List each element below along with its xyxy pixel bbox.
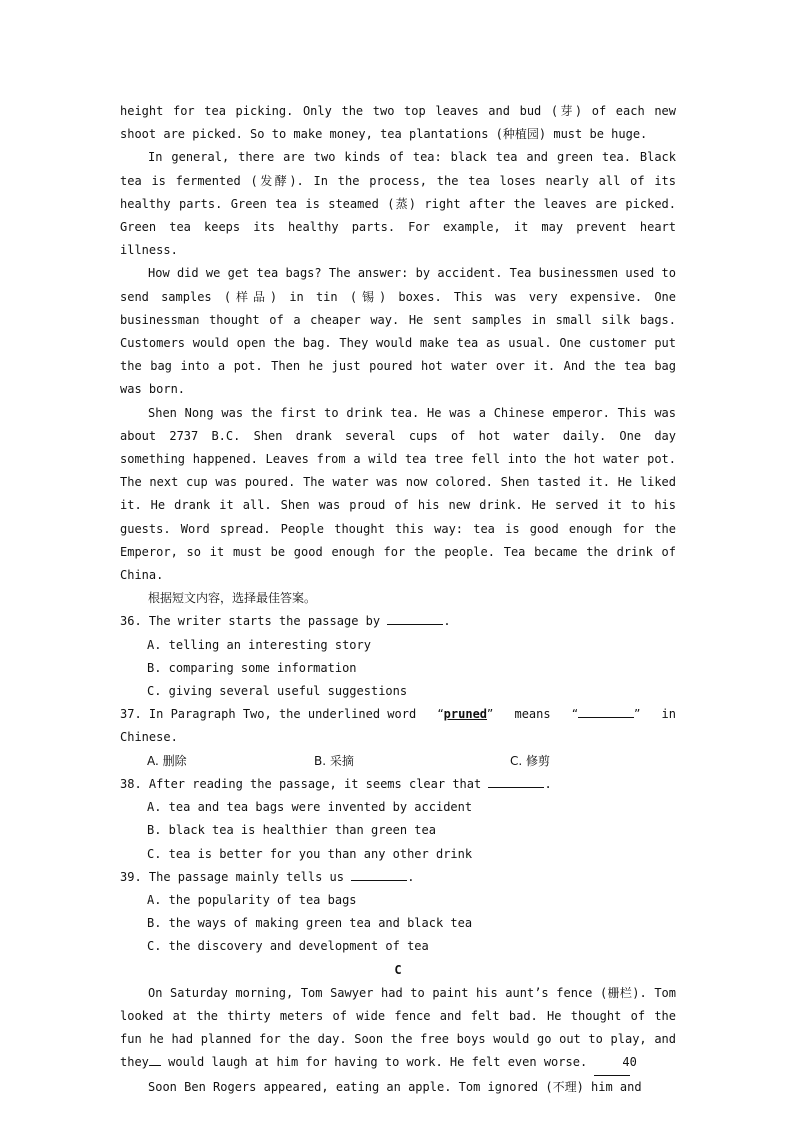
answer-blank[interactable] [488,775,544,788]
paragraph-2: In general, there are two kinds of tea: black tea and green tea. Black tea is fermented (发酵). In the process, the tea loses nearly all of its healthy parts. Green tea is steamed (蒸) right after the leaves are picked. Green tea keeps its healthy parts. For example, it may prevent heart illness. [120,150,676,258]
option-a[interactable]: A. the popularity of tea bags [147,892,357,907]
question-37-continued: Chinese. [120,730,178,745]
question-stem: 38. After reading the passage, it seems clear that [120,776,482,791]
stem-end: . [407,869,415,884]
options-row [120,750,676,773]
stem-end: . [544,776,552,791]
option-a[interactable]: A. tea and tea bags were invented by accident [147,800,473,815]
option-c[interactable]: C. the discovery and development of tea [147,939,429,954]
passage-c-paragraph-2: Soon Ben Rogers appeared, eating an apple. Tom ignored (不理) him and [148,1079,642,1094]
question-stem: 37. In Paragraph Two, the underlined word [120,707,417,722]
means-word: means [514,707,551,722]
passage-text-cont: would laugh at him for having to work. He felt even worse. [168,1055,588,1070]
option-c[interactable]: C. 修剪 [510,753,551,768]
passage-c-paragraph-1 [120,982,676,1076]
question-36 [120,610,676,633]
question-38 [120,773,676,796]
answer-blank[interactable] [578,705,634,718]
option-c[interactable]: C. tea is better for you than any other drink [147,846,473,861]
option-c[interactable]: C. giving several useful suggestions [147,684,408,699]
in-word: in [661,707,676,722]
passage-text: On Saturday morning, Tom Sawyer had to paint his aunt’s fence (栅栏). Tom looked at the thirty meters of wide fence and felt bad. He thought of the fun he had planned for the day. Soon the free boys would go out to play, and they [120,985,676,1070]
quoted-word: “pruned” [437,707,494,722]
stem-end: . [443,614,451,629]
option-a[interactable]: A. 删除 [147,753,187,768]
question-39 [120,866,676,889]
question-stem: 36. The writer starts the passage by [120,614,381,629]
option-a[interactable]: A. telling an interesting story [147,637,371,652]
paragraph-4: Shen Nong was the first to drink tea. He was a Chinese emperor. This was about 2737 B.C. Shen drank several cups of hot water daily. One day something happened. Leaves from a wild tea tree fell into the hot water pot. The next cup was poured. The water was now colored. Shen tasted it. He liked it. He drank it all. Shen was proud of his new drink. He served it to his guests. Word spread. People thought this way: tea is good enough for the Emperor, so it must be good enough for the people. Tea became the drink of China. [120,405,676,583]
instruction: 根据短文内容，选择最佳答案。 [148,591,317,606]
paragraph-continued: height for tea picking. Only the two top leaves and bud (芽) of each new shoot are picked. So to make money, tea plantations (种植园) must be huge. [120,104,676,142]
option-b[interactable]: B. 采摘 [314,753,354,768]
quoted-blank: “ ” [571,707,641,722]
option-b[interactable]: B. the ways of making green tea and black tea [147,916,473,931]
question-37 [120,703,676,726]
option-b[interactable]: B. comparing some information [147,660,357,675]
underlined-word: pruned [443,707,488,722]
question-stem: 39. The passage mainly tells us [120,869,344,884]
option-b[interactable]: B. black tea is healthier than green tea [147,823,436,838]
answer-blank[interactable] [351,868,407,881]
section-heading: C [394,962,402,977]
trailing-underline [149,1053,161,1066]
blank-number[interactable]: 40 [594,1051,630,1075]
document-page [120,100,676,1099]
paragraph-3: How did we get tea bags? The answer: by accident. Tea businessmen used to send samples (样品) in tin (锡) boxes. This was very expensive. One businessman thought of a cheaper way. He sent samples in small silk bags. Customers would open the bag. They would make tea as usual. One customer put the bag into a pot. Then he just poured hot water over it. And the tea bag was born. [120,266,676,397]
answer-blank[interactable] [387,612,443,625]
